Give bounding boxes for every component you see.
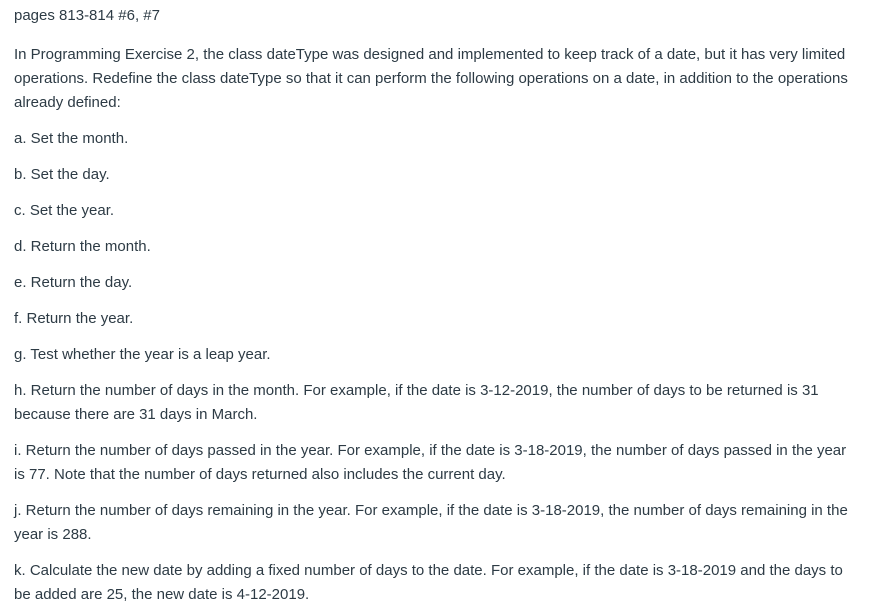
operation-item-k: k. Calculate the new date by adding a fixed number of days to the date. For example, if the date is 3-18-2019 and the days to be added are 25, the new date is 4-12-2019. <box>14 562 843 603</box>
operations-list <box>14 127 857 607</box>
operation-item-f: f. Return the year. <box>14 310 134 327</box>
operation-item-h: h. Return the number of days in the month. For example, if the date is 3-12-2019, the number of days to be returned is 31 because there are 31 days in March. <box>14 382 819 423</box>
operation-item-b: b. Set the day. <box>14 166 110 183</box>
operation-item-i: i. Return the number of days passed in the year. For example, if the date is 3-18-2019, the number of days passed in the year is 77. Note that the number of days returned also includes the current day. <box>14 442 847 483</box>
operation-item-c: c. Set the year. <box>14 202 115 219</box>
operation-item-e: e. Return the day. <box>14 274 133 291</box>
operation-item-j: j. Return the number of days remaining in the year. For example, if the date is 3-18-2019, the number of days remaining in the year is 288. <box>14 502 848 543</box>
exercise-intro-paragraph: In Programming Exercise 2, the class dateType was designed and implemented to keep track of a date, but it has very limited operations. Redefine the class dateType so that it can perform the following operations on a date, in addition to the operations already defined: <box>14 46 848 111</box>
operation-item-d: d. Return the month. <box>14 238 151 255</box>
operation-item-a: a. Set the month. <box>14 130 129 147</box>
operation-item-g: g. Test whether the year is a leap year. <box>14 346 271 363</box>
page-reference-heading: pages 813-814 #6, #7 <box>14 7 160 24</box>
